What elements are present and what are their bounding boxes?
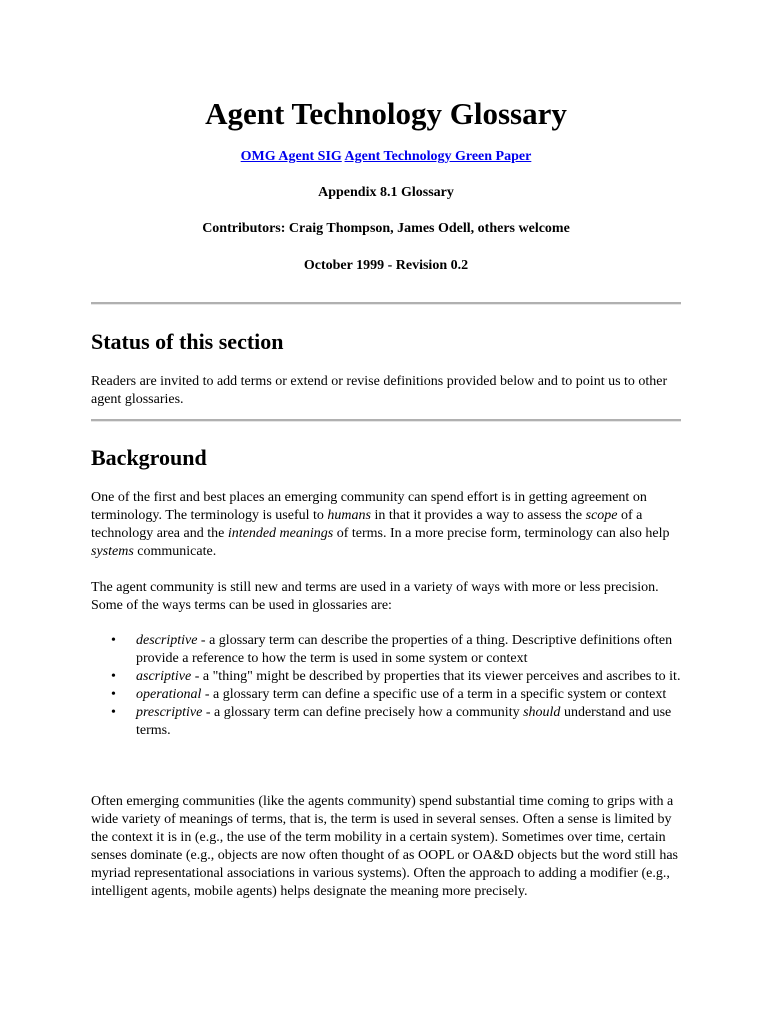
header-links [91,148,681,166]
divider-1 [91,302,681,305]
omg-agent-sig-link[interactable]: OMG Agent SIG [240,149,342,164]
emphasis-intended-meanings: intended meanings [227,526,334,541]
list-item: • operational - a glossary term can define a specific use of a term in a specific system or context [111,687,667,702]
emphasis-systems: systems [91,544,134,559]
status-heading: Status of this section [91,329,284,354]
bullet-icon: • [111,705,116,720]
bullet-icon: • [111,633,116,648]
background-paragraph-3: Often emerging communities (like the agents community) spend substantial time coming to grips with a wide variety of meanings of terms, that is, the term is used in several senses. Often a sense is limited by the context it is in (e.g., the use of the term mobility in a certain system). Sometimes over time, certain senses dominate (e.g., objects are now often thought of as OOPL or OA&D objects but the word still has myriad representational associations in various systems). Often the approach to adding a modifier (e.g., intelligent agents, mobile agents) helps designate the meaning more precisely. [91,794,678,899]
page-title: Agent Technology Glossary [205,96,567,131]
list-item: • prescriptive - a glossary term can define precisely how a community should understand and use terms. [111,705,672,738]
list-item: • ascriptive - a "thing" might be described by properties that its viewer perceives and ascribes to it. [111,669,681,684]
emphasis-scope: scope [585,508,618,523]
background-paragraph-2: The agent community is still new and terms are used in a variety of ways with more or less precision. Some of the ways terms can be used in glossaries are: [91,580,659,613]
green-paper-link[interactable]: Agent Technology Green Paper [344,149,532,164]
divider-2 [91,419,681,422]
contributors-line: Contributors: Craig Thompson, James Odell, others welcome [202,221,570,236]
emphasis-humans: humans [327,508,371,523]
background-heading: Background [91,445,207,470]
bullet-icon: • [111,687,116,702]
status-text: Readers are invited to add terms or extend or revise definitions provided below and to point us to other agent glossaries. [91,374,668,407]
revision-date: October 1999 - Revision 0.2 [303,258,469,273]
list-item: • descriptive - a glossary term can describe the properties of a thing. Descriptive definitions often provide a reference to how the term is used in some system or context [111,633,673,666]
background-paragraph-1: One of the first and best places an emerging community can spend effort is in getting agreement on terminology. The terminology is useful to humans in that it provides a way to assess the scope of a technology area and the intended meanings of terms. In a more precise form, terminology can also help systems communicate. [91,490,670,559]
bullet-icon: • [111,669,116,684]
glossary-usage-list [91,632,681,740]
appendix-label: Appendix 8.1 Glossary [318,185,454,200]
